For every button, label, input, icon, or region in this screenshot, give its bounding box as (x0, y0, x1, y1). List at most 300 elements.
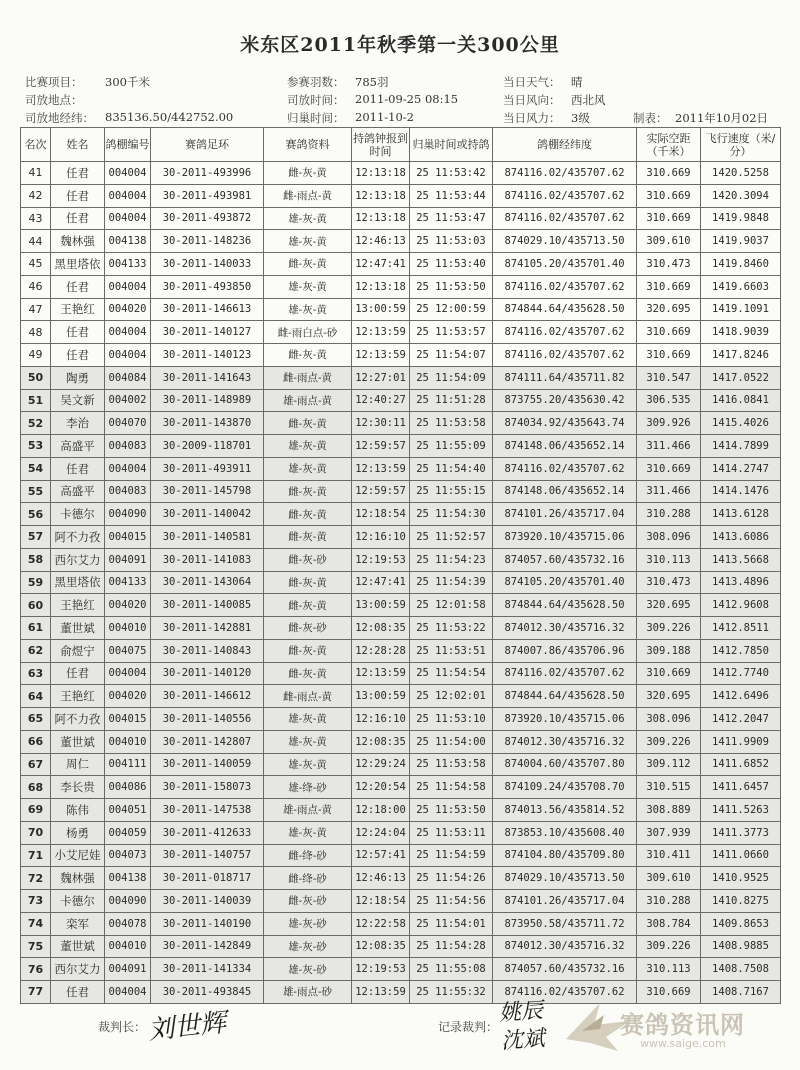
table-cell: 72 (21, 867, 51, 890)
table-cell: 1419.1091 (701, 298, 781, 321)
table-cell: 310.547 (637, 366, 701, 389)
table-cell: 雌-灰-黄 (264, 639, 352, 662)
table-cell: 68 (21, 776, 51, 799)
table-row (21, 685, 781, 708)
table-cell: 李治 (51, 412, 105, 435)
table-cell: 51 (21, 389, 51, 412)
table-cell: 874148.06/435652.14 (493, 480, 637, 503)
recorder-signature: 姚辰 沈斌 (498, 998, 546, 1055)
table-row (21, 639, 781, 662)
table-cell: 雌-灰-砂 (264, 617, 352, 640)
table-cell: 42 (21, 184, 51, 207)
table-cell: 雌-灰-黄 (264, 253, 352, 276)
table-cell: 874109.24/435708.70 (493, 776, 637, 799)
table-cell: 004010 (105, 617, 151, 640)
table-cell: 30-2011-140042 (151, 503, 264, 526)
table-cell: 13:00:59 (352, 298, 410, 321)
table-cell: 874101.26/435717.04 (493, 503, 637, 526)
table-row (21, 662, 781, 685)
table-cell: 12:13:59 (352, 981, 410, 1004)
table-cell: 12:59:57 (352, 435, 410, 458)
table-cell: 30-2011-158073 (151, 776, 264, 799)
table-row (21, 298, 781, 321)
table-cell: 874057.60/435732.16 (493, 548, 637, 571)
table-cell: 阿不力孜 (51, 708, 105, 731)
table-cell: 004133 (105, 253, 151, 276)
table-cell: 12:28:28 (352, 639, 410, 662)
table-cell: 50 (21, 366, 51, 389)
table-cell: 30-2011-493981 (151, 184, 264, 207)
table-cell: 雌-灰-黄 (264, 571, 352, 594)
table-cell: 30-2011-140033 (151, 253, 264, 276)
table-row (21, 480, 781, 503)
table-cell: 308.096 (637, 708, 701, 731)
table-cell: 874029.10/435713.50 (493, 230, 637, 253)
table-cell: 874012.30/435716.32 (493, 617, 637, 640)
table-cell: 西尔艾力 (51, 548, 105, 571)
table-cell: 873853.10/435608.40 (493, 821, 637, 844)
table-cell: 25 11:53:57 (410, 321, 493, 344)
table-cell: 25 11:54:40 (410, 457, 493, 480)
table-cell: 74 (21, 912, 51, 935)
table-row (21, 412, 781, 435)
column-header: 鸽棚经纬度 (493, 128, 637, 162)
table-cell: 874116.02/435707.62 (493, 275, 637, 298)
table-cell: 77 (21, 981, 51, 1004)
table-cell: 25 11:53:50 (410, 799, 493, 822)
table-cell: 12:18:54 (352, 890, 410, 913)
table-cell: 1411.6457 (701, 776, 781, 799)
table-row (21, 207, 781, 230)
table-cell: 雌-灰-黄 (264, 412, 352, 435)
table-cell: 873755.20/435630.42 (493, 389, 637, 412)
table-cell: 309.226 (637, 617, 701, 640)
table-cell: 25 11:54:26 (410, 867, 493, 890)
table-cell: 雌-灰-黄 (264, 503, 352, 526)
table-cell: 雄-灰-黄 (264, 821, 352, 844)
table-cell: 25 11:54:30 (410, 503, 493, 526)
table-cell: 25 11:54:28 (410, 935, 493, 958)
table-cell: 12:46:13 (352, 867, 410, 890)
table-row (21, 776, 781, 799)
table-cell: 30-2011-146612 (151, 685, 264, 708)
table-body (21, 162, 781, 1004)
table-cell: 25 11:51:28 (410, 389, 493, 412)
column-header: 飞行速度（米/分） (701, 128, 781, 162)
table-cell: 雌-灰-砂 (264, 548, 352, 571)
table-cell: 310.669 (637, 662, 701, 685)
table-cell: 董世斌 (51, 935, 105, 958)
table-row (21, 617, 781, 640)
table-cell: 873920.10/435715.06 (493, 708, 637, 731)
table-cell: 30-2011-140843 (151, 639, 264, 662)
table-cell: 874844.64/435628.50 (493, 594, 637, 617)
table-cell: 309.610 (637, 230, 701, 253)
table-cell: 30-2011-493845 (151, 981, 264, 1004)
table-cell: 308.889 (637, 799, 701, 822)
table-cell: 1411.6852 (701, 753, 781, 776)
table-cell: 30-2011-142881 (151, 617, 264, 640)
table-cell: 59 (21, 571, 51, 594)
table-row (21, 571, 781, 594)
table-row (21, 526, 781, 549)
table-cell: 25 11:54:54 (410, 662, 493, 685)
table-cell: 25 11:53:44 (410, 184, 493, 207)
table-cell: 12:46:13 (352, 230, 410, 253)
table-cell: 12:08:35 (352, 730, 410, 753)
table-cell: 1408.7167 (701, 981, 781, 1004)
table-cell: 12:22:58 (352, 912, 410, 935)
table-cell: 12:24:04 (352, 821, 410, 844)
release-time-label: 司放时间： (287, 93, 345, 107)
table-cell: 311.466 (637, 435, 701, 458)
table-cell: 54 (21, 457, 51, 480)
table-cell: 雌-灰-黄 (264, 480, 352, 503)
table-row (21, 230, 781, 253)
table-cell: 309.226 (637, 730, 701, 753)
table-cell: 任君 (51, 662, 105, 685)
entries-value: 785羽 (355, 75, 389, 89)
table-cell: 004004 (105, 344, 151, 367)
table-cell: 874012.30/435716.32 (493, 935, 637, 958)
table-cell: 任君 (51, 162, 105, 185)
table-cell: 12:20:54 (352, 776, 410, 799)
table-cell: 12:59:57 (352, 480, 410, 503)
table-cell: 30-2011-143064 (151, 571, 264, 594)
table-cell: 63 (21, 662, 51, 685)
table-cell: 30-2011-140190 (151, 912, 264, 935)
table-cell: 310.473 (637, 571, 701, 594)
recorder-label: 记录裁判： (438, 1020, 499, 1034)
table-cell: 70 (21, 821, 51, 844)
table-cell: 310.113 (637, 548, 701, 571)
entries-label: 参赛羽数： (287, 75, 345, 89)
table-cell: 1412.7850 (701, 639, 781, 662)
table-cell: 311.466 (637, 480, 701, 503)
table-cell: 1418.9039 (701, 321, 781, 344)
table-cell: 1419.6603 (701, 275, 781, 298)
watermark-text: 赛鸽资讯网 (620, 1011, 745, 1039)
table-cell: 1408.7508 (701, 958, 781, 981)
table-cell: 004004 (105, 321, 151, 344)
table-cell: 30-2011-143870 (151, 412, 264, 435)
table-cell: 310.669 (637, 981, 701, 1004)
table-cell: 004091 (105, 548, 151, 571)
table-cell: 25 11:53:11 (410, 821, 493, 844)
table-cell: 12:47:41 (352, 571, 410, 594)
table-cell: 雄-灰-黄 (264, 708, 352, 731)
table-cell: 25 11:52:57 (410, 526, 493, 549)
column-header: 鸽棚编号 (105, 128, 151, 162)
table-cell: 12:40:27 (352, 389, 410, 412)
table-cell: 310.669 (637, 184, 701, 207)
table-cell: 1420.5258 (701, 162, 781, 185)
table-cell: 王艳红 (51, 685, 105, 708)
table-row (21, 958, 781, 981)
table-cell: 67 (21, 753, 51, 776)
table-cell: 任君 (51, 344, 105, 367)
table-cell: 12:13:18 (352, 207, 410, 230)
table-cell: 310.288 (637, 503, 701, 526)
table-cell: 12:19:53 (352, 548, 410, 571)
column-header: 姓名 (51, 128, 105, 162)
table-cell: 1414.2747 (701, 457, 781, 480)
table-cell: 30-2011-141334 (151, 958, 264, 981)
table-cell: 25 11:55:09 (410, 435, 493, 458)
table-cell: 004015 (105, 708, 151, 731)
table-cell: 309.926 (637, 412, 701, 435)
table-cell: 30-2011-142849 (151, 935, 264, 958)
table-cell: 71 (21, 844, 51, 867)
table-cell: 雄-灰-砂 (264, 912, 352, 935)
table-cell: 12:29:24 (352, 753, 410, 776)
table-row (21, 457, 781, 480)
table-cell: 雄-雨点-黄 (264, 389, 352, 412)
table-cell: 004015 (105, 526, 151, 549)
table-row (21, 594, 781, 617)
table-cell: 1411.5263 (701, 799, 781, 822)
table-cell: 874844.64/435628.50 (493, 298, 637, 321)
table-cell: 004002 (105, 389, 151, 412)
table-cell: 雄-灰-黄 (264, 207, 352, 230)
table-row (21, 389, 781, 412)
table-cell: 310.669 (637, 275, 701, 298)
table-cell: 1412.6496 (701, 685, 781, 708)
table-cell: 雄-灰-砂 (264, 935, 352, 958)
wind-force-label: 当日风力： (503, 111, 561, 125)
table-cell: 1412.2047 (701, 708, 781, 731)
table-cell: 25 11:53:03 (410, 230, 493, 253)
table-cell: 雌-雨白点-砂 (264, 321, 352, 344)
table-cell: 1414.7899 (701, 435, 781, 458)
table-cell: 1420.3094 (701, 184, 781, 207)
table-cell: 30-2011-493850 (151, 275, 264, 298)
table-cell: 004086 (105, 776, 151, 799)
table-cell: 307.939 (637, 821, 701, 844)
table-cell: 30-2011-493996 (151, 162, 264, 185)
table-cell: 55 (21, 480, 51, 503)
table-cell: 小艾尼娃 (51, 844, 105, 867)
table-cell: 30-2011-142807 (151, 730, 264, 753)
table-cell: 雄-灰-黄 (264, 457, 352, 480)
table-cell: 30-2011-140757 (151, 844, 264, 867)
table-cell: 874116.02/435707.62 (493, 344, 637, 367)
table-cell: 30-2011-141083 (151, 548, 264, 571)
table-cell: 874029.10/435713.50 (493, 867, 637, 890)
table-cell: 吴文新 (51, 389, 105, 412)
table-cell: 30-2011-140123 (151, 344, 264, 367)
table-cell: 30-2011-493911 (151, 457, 264, 480)
table-cell: 12:13:18 (352, 162, 410, 185)
table-cell: 66 (21, 730, 51, 753)
table-cell: 58 (21, 548, 51, 571)
table-cell: 46 (21, 275, 51, 298)
table-cell: 25 11:53:47 (410, 207, 493, 230)
table-cell: 874007.86/435706.96 (493, 639, 637, 662)
table-cell: 1419.8460 (701, 253, 781, 276)
table-cell: 雌-雨点-黄 (264, 184, 352, 207)
watermark-url: www.saige.com (640, 1037, 726, 1050)
table-cell: 高盛平 (51, 435, 105, 458)
table-cell: 25 11:53:40 (410, 253, 493, 276)
table-cell: 320.695 (637, 298, 701, 321)
table-cell: 25 11:53:58 (410, 412, 493, 435)
table-cell: 1417.8246 (701, 344, 781, 367)
table-cell: 874116.02/435707.62 (493, 981, 637, 1004)
page-title: 米东区2011年秋季第一关300公里 (240, 34, 560, 56)
table-cell: 44 (21, 230, 51, 253)
table-cell: 004059 (105, 821, 151, 844)
table-cell: 30-2009-118701 (151, 435, 264, 458)
table-cell: 1412.7740 (701, 662, 781, 685)
table-cell: 004073 (105, 844, 151, 867)
table-cell: 310.411 (637, 844, 701, 867)
table-row (21, 730, 781, 753)
table-cell: 25 11:53:50 (410, 275, 493, 298)
table-cell: 雌-雨点-黄 (264, 366, 352, 389)
table-cell: 12:08:35 (352, 935, 410, 958)
table-row (21, 503, 781, 526)
table-cell: 25 12:02:01 (410, 685, 493, 708)
table-cell: 874844.64/435628.50 (493, 685, 637, 708)
table-cell: 12:27:01 (352, 366, 410, 389)
wind-force-value: 3级 (571, 111, 590, 125)
table-cell: 1408.9885 (701, 935, 781, 958)
table-cell: 卡德尔 (51, 503, 105, 526)
table-cell: 004010 (105, 730, 151, 753)
table-cell: 雄-灰-黄 (264, 730, 352, 753)
table-cell: 30-2011-145798 (151, 480, 264, 503)
table-cell: 874104.80/435709.80 (493, 844, 637, 867)
table-cell: 874034.92/435643.74 (493, 412, 637, 435)
table-cell: 874116.02/435707.62 (493, 321, 637, 344)
table-cell: 004138 (105, 867, 151, 890)
table-cell: 12:57:41 (352, 844, 410, 867)
table-cell: 杨勇 (51, 821, 105, 844)
weather-value: 晴 (571, 75, 583, 89)
table-cell: 雌-灰-黄 (264, 162, 352, 185)
table-header (21, 128, 781, 162)
table-cell: 310.515 (637, 776, 701, 799)
table-cell: 1413.5668 (701, 548, 781, 571)
referee-signature: 刘世辉 (146, 1007, 228, 1046)
table-cell: 1410.8275 (701, 890, 781, 913)
table-row (21, 753, 781, 776)
table-cell: 75 (21, 935, 51, 958)
table-cell: 任君 (51, 321, 105, 344)
release-coords-label: 司放地经纬： (25, 111, 94, 125)
table-cell: 874004.60/435707.80 (493, 753, 637, 776)
table-cell: 雌-灰-黄 (264, 526, 352, 549)
table-cell: 1413.6128 (701, 503, 781, 526)
table-cell: 874116.02/435707.62 (493, 457, 637, 480)
release-place-label: 司放地点： (25, 93, 83, 107)
table-cell: 65 (21, 708, 51, 731)
table-cell: 309.188 (637, 639, 701, 662)
table-cell: 48 (21, 321, 51, 344)
table-cell: 76 (21, 958, 51, 981)
table-cell: 12:13:18 (352, 275, 410, 298)
table-row (21, 253, 781, 276)
release-coords-value: 835136.50/442752.00 (105, 110, 234, 124)
table-cell: 25 11:55:32 (410, 981, 493, 1004)
race-item-value: 300千米 (105, 75, 150, 89)
table-cell: 874101.26/435717.04 (493, 890, 637, 913)
table-cell: 873950.58/435711.72 (493, 912, 637, 935)
table-cell: 004004 (105, 662, 151, 685)
table-cell: 004004 (105, 275, 151, 298)
table-cell: 30-2011-141643 (151, 366, 264, 389)
table-row (21, 184, 781, 207)
table-cell: 王艳红 (51, 298, 105, 321)
table-cell: 30-2011-148989 (151, 389, 264, 412)
table-cell: 俞煜宁 (51, 639, 105, 662)
table-cell: 25 12:00:59 (410, 298, 493, 321)
table-cell: 874012.30/435716.32 (493, 730, 637, 753)
table-cell: 30-2011-140059 (151, 753, 264, 776)
table-cell: 004020 (105, 298, 151, 321)
table-cell: 阿不力孜 (51, 526, 105, 549)
table-row (21, 867, 781, 890)
weather-label: 当日天气： (503, 75, 561, 89)
table-cell: 12:19:53 (352, 958, 410, 981)
table-row (21, 435, 781, 458)
table-cell: 30-2011-140120 (151, 662, 264, 685)
table-cell: 1412.9608 (701, 594, 781, 617)
table-cell: 310.669 (637, 457, 701, 480)
table-cell: 49 (21, 344, 51, 367)
race-info (25, 74, 785, 126)
made-label: 制表： (633, 111, 668, 125)
table-cell: 12:08:35 (352, 617, 410, 640)
table-cell: 12:13:18 (352, 184, 410, 207)
table-cell: 雄-雨点-黄 (264, 799, 352, 822)
table-cell: 30-2011-140581 (151, 526, 264, 549)
table-row (21, 708, 781, 731)
table-row (21, 912, 781, 935)
table-cell: 47 (21, 298, 51, 321)
release-time-value: 2011-09-25 08:15 (355, 92, 459, 106)
table-cell: 西尔艾力 (51, 958, 105, 981)
table-cell: 43 (21, 207, 51, 230)
table-cell: 25 11:53:42 (410, 162, 493, 185)
table-cell: 魏林强 (51, 230, 105, 253)
table-cell: 30-2011-140556 (151, 708, 264, 731)
table-cell: 874057.60/435732.16 (493, 958, 637, 981)
table-cell: 004133 (105, 571, 151, 594)
table-cell: 25 11:54:01 (410, 912, 493, 935)
return-time-value: 2011-10-2 (355, 110, 414, 124)
table-cell: 12:13:59 (352, 344, 410, 367)
table-cell: 004075 (105, 639, 151, 662)
table-cell: 雄-雨点-砂 (264, 981, 352, 1004)
table-cell: 004010 (105, 935, 151, 958)
table-cell: 卡德尔 (51, 890, 105, 913)
table-cell: 874111.64/435711.82 (493, 366, 637, 389)
table-row (21, 935, 781, 958)
table-cell: 雌-绛-砂 (264, 844, 352, 867)
table-cell: 1419.9848 (701, 207, 781, 230)
table-cell: 25 11:54:23 (410, 548, 493, 571)
table-cell: 004004 (105, 162, 151, 185)
table-cell: 62 (21, 639, 51, 662)
table-cell: 黑里塔依 (51, 571, 105, 594)
table-cell: 雌-绛-砂 (264, 867, 352, 890)
table-cell: 黑里塔依 (51, 253, 105, 276)
table-cell: 1419.9037 (701, 230, 781, 253)
table-cell: 308.784 (637, 912, 701, 935)
table-cell: 1417.0522 (701, 366, 781, 389)
